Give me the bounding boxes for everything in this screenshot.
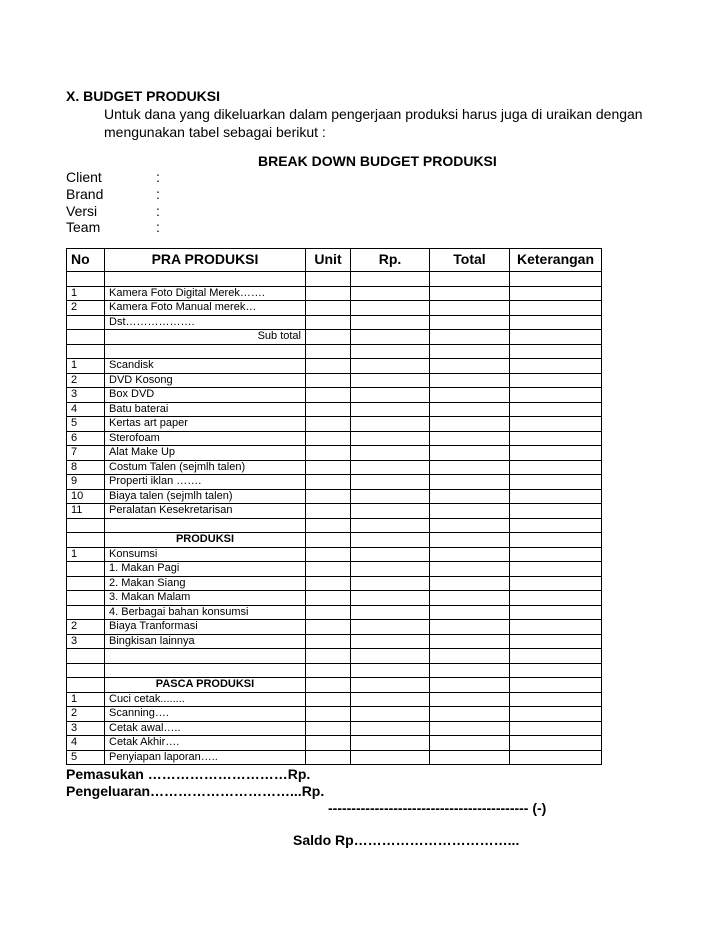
meta-colon: : [156,203,160,219]
row-item: Cuci cetak........ [105,692,306,707]
blank-row [67,272,602,287]
table-row [67,286,602,301]
table-row [67,547,602,562]
row-item: Costum Talen (sejmlh talen) [105,460,306,475]
row-no: 1 [67,692,105,707]
blank-row [67,663,602,678]
budget-table [66,248,602,765]
row-no: 10 [67,489,105,504]
pasca-produksi-heading: PASCA PRODUKSI [105,678,306,693]
row-item: Kamera Foto Digital Merek……. [105,286,306,301]
row-no: 11 [67,504,105,519]
row-no: 6 [67,431,105,446]
row-no: 5 [67,750,105,765]
table-row [67,402,602,417]
row-no: 2 [67,707,105,722]
table-row [67,475,602,490]
meta-label-versi: Versi [66,203,98,219]
row-item: Cetak Akhir…. [105,736,306,751]
row-item: Bingkisan lainnya [105,634,306,649]
row-no: 8 [67,460,105,475]
row-no: 1 [67,547,105,562]
row-no [67,591,105,606]
row-no: 5 [67,417,105,432]
table-row [67,417,602,432]
table-row [67,707,602,722]
row-no [67,315,105,330]
table-row [67,620,602,635]
table-row [67,301,602,316]
row-no: 3 [67,388,105,403]
table-row [67,373,602,388]
row-item: Scanning…. [105,707,306,722]
pengeluaran-line: Pengeluaran…………………………...Rp. [66,783,325,799]
row-item: 4. Berbagai bahan konsumsi [105,605,306,620]
produksi-heading: PRODUKSI [105,533,306,548]
header-pra-produksi: PRA PRODUKSI [105,249,306,272]
header-unit: Unit [306,249,351,272]
row-item: Alat Make Up [105,446,306,461]
row-item: Kamera Foto Manual merek… [105,301,306,316]
table-row [67,562,602,577]
table-row [67,504,602,519]
row-no [67,576,105,591]
row-no: 1 [67,286,105,301]
row-item: Box DVD [105,388,306,403]
row-item: 3. Makan Malam [105,591,306,606]
table-row [67,576,602,591]
row-item: Biaya talen (sejmlh talen) [105,489,306,504]
row-item: Konsumsi [105,547,306,562]
pemasukan-line: Pemasukan …………………………Rp. [66,766,311,782]
row-item: Scandisk [105,359,306,374]
row-item: Cetak awal….. [105,721,306,736]
row-item: Sterofoam [105,431,306,446]
header-keterangan: Keterangan [510,249,602,272]
intro-line-1: Untuk dana yang dikeluarkan dalam pengerjaan produksi harus juga di uraikan dengan [104,106,643,122]
row-item: Peralatan Kesekretarisan [105,504,306,519]
row-item: Kertas art paper [105,417,306,432]
subtotal-label: Sub total [105,330,306,345]
row-no: 9 [67,475,105,490]
section-heading-row [67,533,602,548]
row-item: Batu baterai [105,402,306,417]
row-no: 2 [67,620,105,635]
subtotal-row [67,330,602,345]
header-rp: Rp. [351,249,430,272]
row-item: 2. Makan Siang [105,576,306,591]
section-title: X. BUDGET PRODUKSI [66,88,221,104]
row-no: 4 [67,736,105,751]
row-item: 1. Makan Pagi [105,562,306,577]
meta-colon: : [156,169,160,185]
table-header-row [67,249,602,272]
row-no: 4 [67,402,105,417]
blank-row [67,518,602,533]
blank-row [67,649,602,664]
table-row [67,750,602,765]
saldo-line: Saldo Rp……………………………... [293,832,520,848]
row-no: 2 [67,373,105,388]
table-row [67,446,602,461]
row-no: 7 [67,446,105,461]
table-row [67,359,602,374]
table-row [67,634,602,649]
meta-colon: : [156,186,160,202]
meta-colon: : [156,219,160,235]
table-row [67,736,602,751]
table-title: BREAK DOWN BUDGET PRODUKSI [258,153,497,169]
meta-label-brand: Brand [66,186,104,202]
header-total: Total [430,249,510,272]
row-item: DVD Kosong [105,373,306,388]
table-row [67,431,602,446]
row-no: 3 [67,634,105,649]
table-row [67,721,602,736]
separator-line: ------------------------------------------- (-) [328,800,547,816]
row-item: Properti iklan ……. [105,475,306,490]
table-row [67,315,602,330]
meta-label-team: Team [66,219,101,235]
table-row [67,605,602,620]
header-no: No [67,249,105,272]
section-heading-row [67,678,602,693]
table-row [67,460,602,475]
row-no [67,605,105,620]
table-row [67,692,602,707]
row-item: Dst………………. [105,315,306,330]
row-no: 3 [67,721,105,736]
row-no [67,562,105,577]
table-row [67,388,602,403]
row-no: 1 [67,359,105,374]
row-no: 2 [67,301,105,316]
row-item: Penyiapan laporan….. [105,750,306,765]
meta-label-client: Client [66,169,102,185]
table-row [67,591,602,606]
row-item: Biaya Tranformasi [105,620,306,635]
blank-row [67,344,602,359]
table-row [67,489,602,504]
intro-line-2: mengunakan tabel sebagai berikut : [104,124,326,140]
